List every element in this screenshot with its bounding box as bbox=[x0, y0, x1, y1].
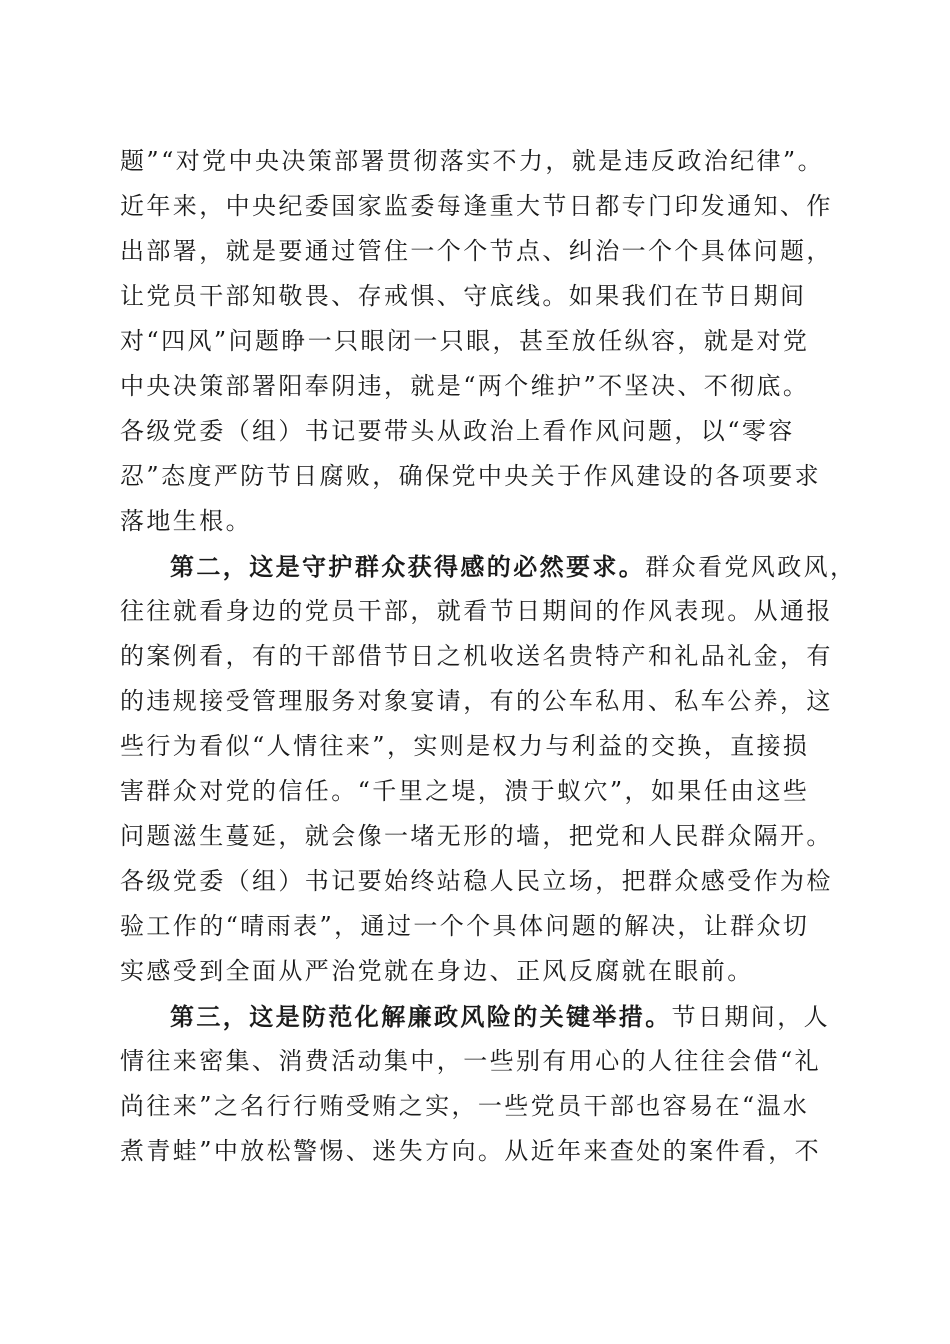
text-line: 中央决策部署阳奉阴违，就是“两个维护”不坚决、不彻底。 bbox=[120, 372, 810, 400]
text-line: 实感受到全面从严治党就在身边、正风反腐就在眼前。 bbox=[120, 957, 754, 985]
text-line: 煮青蛙”中放松警惕、迷失方向。从近年来查处的案件看，不 bbox=[120, 1137, 822, 1165]
text-line: 忍”态度严防节日腐败，确保党中央关于作风建设的各项要求 bbox=[120, 462, 822, 490]
text-line: 尚往来”之名行行贿受贿之实，一些党员干部也容易在“温水 bbox=[120, 1092, 810, 1120]
text-line: 对“四风”问题睁一只眼闭一只眼，甚至放任纵容，就是对党 bbox=[120, 327, 810, 355]
text-line: 各级党委（组）书记要带头从政治上看作风问题，以“零容 bbox=[120, 417, 795, 445]
paragraph-heading: 第二，这是守护群众获得感的必然要求。 bbox=[170, 552, 646, 581]
text-line: 问题滋生蔓延，就会像一堵无形的墙，把党和人民群众隔开。 bbox=[120, 822, 833, 850]
text-line: 落地生根。 bbox=[120, 507, 252, 535]
text-line: 验工作的“晴雨表”，通过一个个具体问题的解决，让群众切 bbox=[120, 912, 810, 940]
text-line: 往往就看身边的党员干部，就看节日期间的作风表现。从通报 bbox=[120, 597, 833, 625]
paragraph-start-line bbox=[120, 994, 840, 1039]
paragraph-heading: 第三，这是防范化解廉政风险的关键举措。 bbox=[170, 1002, 672, 1031]
body-text bbox=[120, 139, 857, 1174]
text-line: 近年来，中央纪委国家监委每逢重大节日都专门印发通知、作 bbox=[120, 192, 833, 220]
paragraph-text: 节日期间，人 bbox=[671, 1003, 831, 1031]
text-line: 的违规接受管理服务对象宴请，有的公车私用、私车公养，这 bbox=[120, 687, 833, 715]
text-line: 出部署，就是要通过管住一个个节点、纠治一个个具体问题， bbox=[120, 237, 833, 265]
paragraph-start-line bbox=[120, 544, 857, 589]
text-line: 的案例看，有的干部借节日之机收送名贵特产和礼品礼金，有 bbox=[120, 642, 833, 670]
text-line: 情往来密集、消费活动集中，一些别有用心的人往往会借“礼 bbox=[120, 1047, 822, 1075]
text-line: 各级党委（组）书记要始终站稳人民立场，把群众感受作为检 bbox=[120, 867, 833, 895]
text-line: 让党员干部知敬畏、存戒惧、守底线。如果我们在节日期间 bbox=[120, 282, 807, 310]
paragraph-text: 群众看党风政风， bbox=[645, 553, 857, 581]
text-line: 题”“对党中央决策部署贯彻落实不力，就是违反政治纪律”。 bbox=[120, 147, 825, 175]
text-line: 害群众对党的信任。“千里之堤，溃于蚁穴”，如果任由这些 bbox=[120, 777, 810, 805]
text-line: 些行为看似“人情往来”，实则是权力与利益的交换，直接损 bbox=[120, 732, 810, 760]
